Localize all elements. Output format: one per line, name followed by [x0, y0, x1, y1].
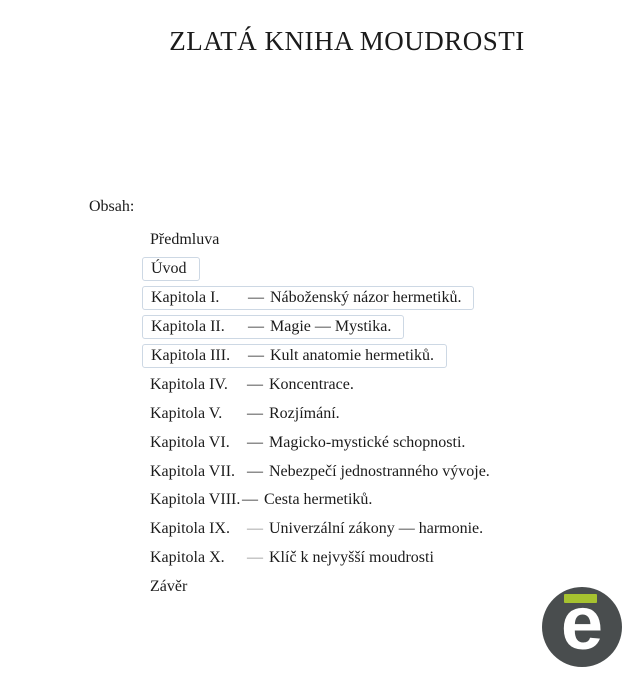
toc-item-title: Magie — Mystika. — [270, 318, 392, 336]
toc-item-title: Univerzální zákony — harmonie. — [269, 520, 484, 538]
toc-item-dash: — — [247, 520, 263, 538]
toc-item-label: Úvod — [151, 260, 187, 278]
toc-link-box[interactable] — [142, 286, 474, 310]
toc-item-label: Kapitola III. — [151, 347, 231, 364]
toc-link-box[interactable] — [142, 315, 404, 339]
toc-link-box[interactable] — [142, 257, 200, 281]
toc-item-zaver — [150, 573, 570, 602]
toc-item-dash: — — [247, 404, 263, 422]
toc-item-label: Předmluva — [150, 231, 220, 249]
toc-item-title: Rozjímání. — [269, 404, 340, 422]
toc-item-kapitola-vi — [150, 428, 570, 457]
toc-item-label: Kapitola V. — [150, 404, 223, 422]
toc-item-label: Závěr — [150, 578, 188, 596]
toc-item-dash: — — [248, 347, 264, 364]
toc-item-title: Cesta hermetiků. — [264, 491, 373, 509]
toc-item-title: Koncentrace. — [269, 375, 354, 393]
ereader-logo-icon — [542, 581, 622, 667]
toc-heading: Obsah: — [89, 198, 135, 215]
toc-item-kapitola-x — [150, 544, 570, 573]
toc-item-kapitola-ix — [150, 515, 570, 544]
toc-item-dash: — — [247, 375, 263, 393]
toc-link-box[interactable] — [142, 344, 447, 368]
toc-item-dash: — — [247, 433, 263, 451]
toc-item-uvod[interactable] — [150, 255, 570, 284]
toc-item-kapitola-vii — [150, 457, 570, 486]
toc-item-label: Kapitola II. — [151, 318, 225, 336]
toc-item-title: Náboženský názor hermetiků. — [270, 289, 462, 307]
toc-item-label: Kapitola IX. — [150, 520, 230, 538]
toc-item-kapitola-iii[interactable] — [150, 342, 570, 371]
toc-list — [150, 226, 570, 602]
toc-item-label: Kapitola IV. — [150, 375, 228, 393]
toc-item-label: Kapitola VIII. — [150, 491, 241, 509]
toc-item-label: Kapitola I. — [151, 289, 220, 307]
toc-item-dash: — — [242, 491, 258, 509]
toc-item-title: Magicko-mystické schopnosti. — [269, 433, 466, 451]
toc-item-label: Kapitola X. — [150, 549, 225, 567]
toc-item-predmluva — [150, 226, 570, 255]
toc-item-dash: — — [247, 549, 263, 567]
toc-item-dash: — — [247, 462, 263, 480]
toc-item-label: Kapitola VI. — [150, 433, 230, 451]
toc-item-dash: — — [248, 289, 264, 307]
toc-item-kapitola-viii — [150, 486, 570, 515]
toc-item-dash: — — [248, 318, 264, 336]
toc-item-title: Kult anatomie hermetiků. — [270, 347, 434, 364]
toc-item-kapitola-iv — [150, 370, 570, 399]
toc-item-label: Kapitola VII. — [150, 462, 236, 480]
toc-item-title: Nebezpečí jednostranného vývoje. — [269, 462, 490, 480]
toc-item-kapitola-ii[interactable] — [150, 313, 570, 342]
logo-letter: e — [560, 581, 604, 666]
page-title: ZLATÁ KNIHA MOUDROSTI — [169, 26, 525, 56]
toc-item-title: Klíč k nejvyšší moudrosti — [269, 549, 434, 567]
toc-item-kapitola-v — [150, 399, 570, 428]
toc-item-kapitola-i[interactable] — [150, 284, 570, 313]
